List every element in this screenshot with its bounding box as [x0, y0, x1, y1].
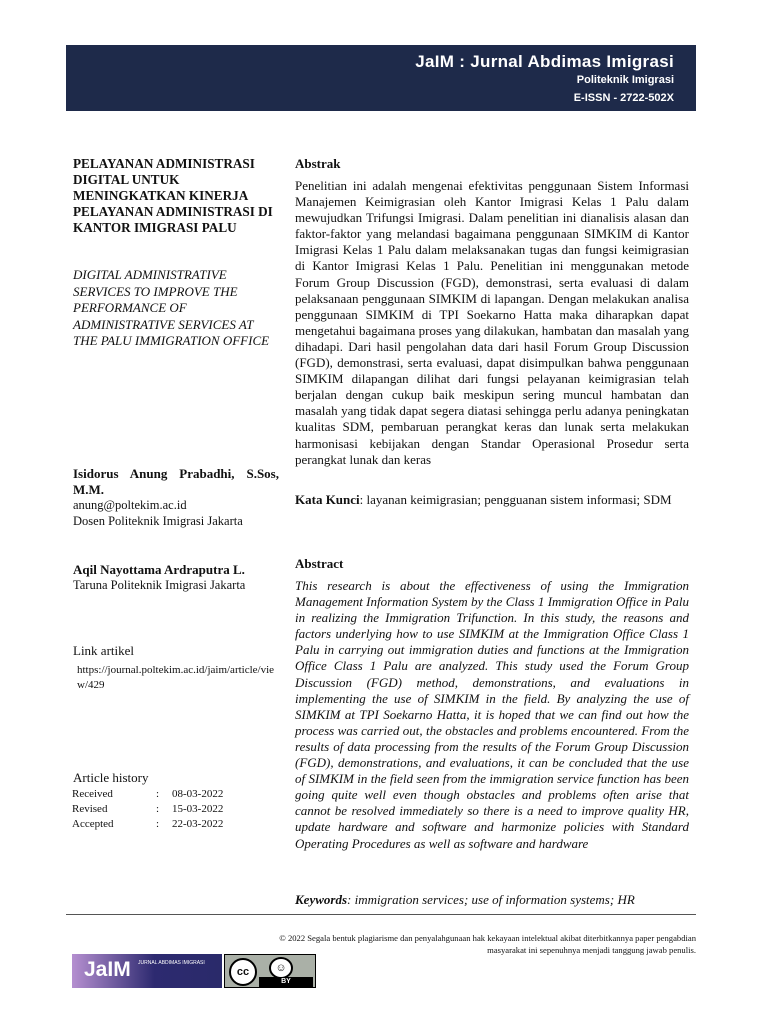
history-label: Accepted	[72, 818, 114, 830]
history-separator: :	[156, 803, 160, 815]
abstract-en-body: This research is about the effectiveness of using the Immigration Management Information System by the Class 1 Immigration Office in Palu in realizing the Immigration Trifunction. In this study, the reasons and factors underlying how to use SIMKIM at the Immigration Office Class 1 Palu in carrying out immigration duties and functions at the Immigration Office Class 1 Palu are analyzed. This study used the Forum Group Discussion (FGD) method, demonstrations, and evaluations in implementing the use of SIMKIM in the field. By analyzing the use of SIMKIM at TPI Soekarno Hatta, it is hoped that we can find out how the process was carried out, the obstacles and problems encountered. From the results of data processing from the results of the Forum Group Discussion (FGD), demonstrations, and evaluations, it can be concluded that the use of SIMKIM in the field seen from the immigration service function has been going quite well even though obstacles and problems often arise that cannot be resolved immediately so there is a need to improve quality HR, update hardware and software and harmonize policies with Standard Operating Procedures as well as software and hardware	[295, 578, 689, 851]
link-heading: Link artikel	[73, 643, 135, 658]
copyright-line-1: © 2022 Segala bentuk plagiarisme dan penyalahgunaan hak kekayaan intelektual akibat diterbitkannya paper pengabdian	[279, 933, 696, 943]
copyright-line-2: masyarakat ini sepenuhnya menjadi tanggung jawab penulis.	[487, 945, 696, 955]
license-by-label: BY	[259, 977, 313, 987]
article-title-indonesian: PELAYANAN ADMINISTRASI DIGITAL UNTUK MENINGKATKAN KINERJA PELAYANAN ADMINISTRASI DI KANTOR IMIGRASI PALU	[73, 156, 273, 235]
history-row	[72, 787, 223, 802]
history-separator: :	[156, 788, 160, 800]
history-row	[72, 802, 223, 817]
keywords-id-text: : layanan keimigrasian; pengguanan sistem informasi; SDM	[359, 492, 672, 507]
logo-subtext: JURNAL ABDIMAS IMIGRASI	[138, 960, 205, 966]
keywords-en-label: Keywords	[295, 892, 347, 907]
journal-header	[66, 45, 696, 111]
footer-divider	[66, 914, 696, 915]
publisher: Politeknik Imigrasi	[576, 74, 674, 86]
history-date: 22-03-2022	[172, 818, 224, 830]
article-title-english: DIGITAL ADMINISTRATIVE SERVICES TO IMPROVE THE PERFORMANCE OF ADMINISTRATIVE SERVICES AT THE PALU IMMIGRATION OFFICE	[73, 267, 270, 348]
history-separator: :	[156, 818, 160, 830]
abstract-en-heading: Abstract	[295, 556, 344, 571]
history-row	[72, 817, 223, 832]
cc-icon: cc	[229, 958, 257, 986]
article-link[interactable]: https://journal.poltekim.ac.id/jaim/article/view/429	[77, 664, 275, 691]
journal-title: JaIM : Jurnal Abdimas Imigrasi	[415, 52, 674, 71]
jaim-logo	[72, 954, 222, 988]
history-date: 08-03-2022	[172, 788, 224, 800]
author-2-name: Aqil Nayottama Ardraputra L.	[73, 562, 245, 577]
copyright-notice	[236, 932, 696, 956]
keywords-id-label: Kata Kunci	[295, 492, 360, 507]
keywords-en-text: : immigration services; use of information systems; HR	[347, 892, 635, 907]
author-1-email[interactable]: anung@poltekim.ac.id	[73, 498, 187, 512]
abstract-id-body: Penelitian ini adalah mengenai efektivitas penggunaan Sistem Informasi Manajemen Keimigrasian oleh Kantor Imigrasi Kelas 1 Palu dalam mewujudkan Trifungsi Imigrasi. Dalam penelitian ini dianalisis alasan dan faktor-faktor yang melandasi bagaimana penggunaan SIMKIM di Kantor Imigrasi Kelas 1 Palu dalam melaksanakan tugas dan fungsi keimigrasian di Kantor Imigrasi Kelas 1 Palu. Penelitian ini menggunakan metode Forum Group Discussion (FGD), demonstrasi, serta evaluasi di dalam pelaksanaan penggunaan SIMKIM di lapangan. Dengan melakukan analisa penggunaan SIMKIM di TPI Soekarno Hatta maka diharapkan dapat mengetahui bagaimana proses yang dilakukan, hambatan dan masalah yang dihadapi. Dari hasil pengolahan data dari hasil Forum Group Discussion (FGD), demonstrasi, serta evaluasi, dapat disimpulkan bahwa penggunaan SIMKIM dilapangan dilihat dari fungsi pelayanan keimigrasian telah berjalan dengan cukup baik meskipun sering muncul hambatan dan masalah yang tidak dapat segera diatasi sehingga perlu adanya peningkatan kualitas SDM, pembaruan perangkat keras dan lunak serta melakukan harmonisasi kebijakan dengan Standar Operasional Prosedur serta perangkat lunak dan keras	[295, 178, 689, 467]
issn: E-ISSN - 2722-502X	[573, 92, 674, 104]
author-1-name: Isidorus Anung Prabadhi, S.Sos, M.M.	[73, 466, 279, 497]
history-heading: Article history	[73, 770, 149, 785]
attribution-person-icon: ☺	[269, 957, 293, 979]
author-1-affiliation: Dosen Politeknik Imigrasi Jakarta	[73, 514, 243, 528]
author-2-affiliation: Taruna Politeknik Imigrasi Jakarta	[73, 578, 246, 592]
history-table	[72, 787, 223, 832]
history-label: Revised	[72, 803, 108, 815]
cc-by-license-badge[interactable]	[224, 954, 316, 988]
keywords-id	[295, 492, 689, 508]
abstract-id-heading: Abstrak	[295, 156, 341, 171]
logo-text: JaIM	[84, 958, 131, 981]
history-date: 15-03-2022	[172, 803, 224, 815]
history-label: Received	[72, 788, 113, 800]
keywords-en	[295, 892, 689, 908]
